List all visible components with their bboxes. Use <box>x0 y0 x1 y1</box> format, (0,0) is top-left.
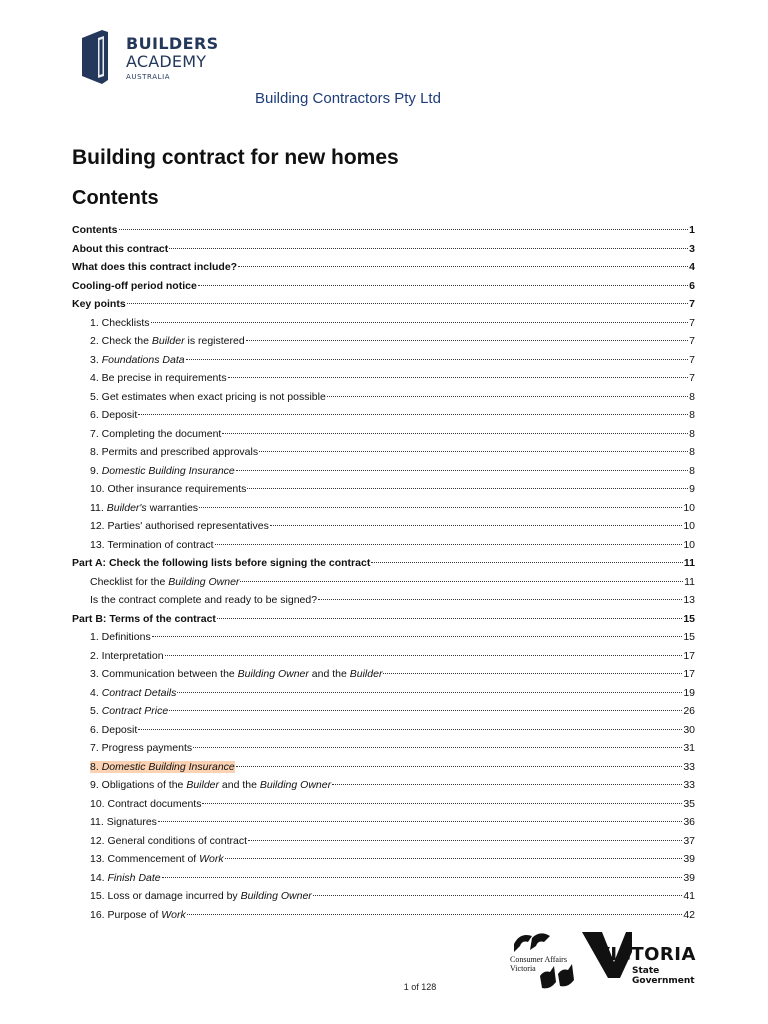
toc-entry-text: Building Owner <box>259 779 332 791</box>
cav-line1: Consumer Affairs <box>510 955 567 964</box>
toc-entry-label <box>90 428 221 440</box>
toc-dot-leader <box>236 470 688 471</box>
toc-entry-text: 7. Progress payments <box>90 742 193 754</box>
toc-entry[interactable] <box>72 687 695 706</box>
shield-logo-icon <box>80 28 110 86</box>
toc-entry[interactable] <box>72 391 695 410</box>
toc-dot-leader <box>202 803 682 804</box>
toc-dot-leader <box>152 636 683 637</box>
toc-entry[interactable] <box>72 594 695 613</box>
toc-entry-text: 4. <box>90 686 102 699</box>
toc-entry[interactable] <box>72 705 695 724</box>
cav-line2: Victoria <box>510 964 536 973</box>
toc-entry-text: 3. <box>90 353 102 366</box>
toc-dot-leader <box>138 729 682 730</box>
toc-page-number: 26 <box>683 705 695 717</box>
toc-entry[interactable] <box>72 668 695 687</box>
toc-entry[interactable] <box>72 372 695 391</box>
logo-line-builders: BUILDERS <box>126 34 219 53</box>
toc-entry-text: 11. Signatures <box>90 816 157 828</box>
toc-page-number: 9 <box>689 483 695 495</box>
toc-entry-text: 3. Communication between the <box>90 668 238 680</box>
toc-entry-text: Building Owner <box>237 668 309 680</box>
toc-entry-label <box>72 224 118 236</box>
toc-entry-label <box>90 446 258 458</box>
toc-entry-text: 1. Checklists <box>90 316 150 329</box>
toc-entry-text: Building Owner <box>240 890 312 902</box>
toc-entry-label <box>90 705 168 717</box>
toc-dot-leader <box>119 229 689 230</box>
toc-entry-text: 11. <box>90 501 107 514</box>
toc-page-number: 7 <box>689 335 695 347</box>
toc-entry-text: 10. Other insurance requirements <box>90 483 247 495</box>
toc-entry-text: 1. Definitions <box>90 631 151 643</box>
toc-page-number: 6 <box>689 279 695 292</box>
toc-entry[interactable] <box>72 465 695 484</box>
toc-entry-label <box>90 798 201 810</box>
toc-entry-label <box>72 557 370 569</box>
toc-entry-text: Contract Details <box>101 686 177 699</box>
toc-entry-label <box>90 372 227 384</box>
toc-entry[interactable] <box>72 650 695 669</box>
toc-page-number: 13 <box>683 594 695 606</box>
toc-entry[interactable] <box>72 409 695 428</box>
toc-entry[interactable] <box>72 724 695 743</box>
toc-page-number: 8 <box>689 464 695 477</box>
toc-entry[interactable] <box>72 909 695 928</box>
document-title: Building contract for new homes <box>72 146 399 169</box>
toc-entry-text: Builder <box>349 668 383 680</box>
toc-entry-text: 9. <box>90 464 102 477</box>
toc-entry[interactable] <box>72 280 695 299</box>
toc-dot-leader <box>177 692 682 693</box>
contents-heading: Contents <box>72 187 159 209</box>
toc-dot-leader <box>225 858 683 859</box>
toc-entry-label <box>72 280 197 292</box>
toc-dot-leader <box>127 303 688 304</box>
toc-page-number: 10 <box>683 520 695 532</box>
toc-dot-leader <box>327 396 688 397</box>
toc-entry-text: 14. <box>90 871 108 884</box>
toc-entry[interactable] <box>72 798 695 817</box>
toc-entry-text: Work <box>161 908 186 921</box>
toc-entry-label <box>72 243 168 255</box>
toc-entry-text: 6. Deposit <box>90 723 138 736</box>
toc-entry-label <box>90 539 214 551</box>
toc-entry[interactable] <box>72 816 695 835</box>
toc-entry-text: Cooling-off period notice <box>72 279 197 292</box>
toc-entry-text: 2. Interpretation <box>90 649 164 662</box>
toc-entry[interactable] <box>72 742 695 761</box>
toc-entry-text: 7. Completing the document <box>90 427 222 440</box>
toc-entry-label <box>90 631 151 643</box>
page-number: 1 of 128 <box>403 982 437 992</box>
toc-dot-leader <box>169 248 688 249</box>
toc-dot-leader <box>186 359 689 360</box>
table-of-contents <box>72 224 695 927</box>
toc-entry-text: Part A: Check the following lists before signing the contract <box>72 557 371 569</box>
toc-entry[interactable] <box>72 335 695 354</box>
toc-entry-label <box>90 483 246 495</box>
toc-dot-leader <box>247 488 688 489</box>
toc-entry-text: 8. <box>90 760 102 773</box>
toc-dot-leader <box>215 544 683 545</box>
toc-page-number: 39 <box>683 853 695 865</box>
toc-entry-label <box>90 835 247 847</box>
toc-entry-text: Builder <box>151 335 185 347</box>
toc-page-number: 39 <box>683 871 695 884</box>
toc-page-number: 8 <box>689 446 695 458</box>
toc-dot-leader <box>138 414 688 415</box>
toc-entry-text: 5. Get estimates when exact pricing is not possible <box>90 390 326 403</box>
toc-page-number: 7 <box>689 316 695 329</box>
toc-entry-label <box>90 779 331 791</box>
company-name: Building Contractors Pty Ltd <box>255 90 441 107</box>
toc-entry[interactable] <box>72 502 695 521</box>
toc-dot-leader <box>270 525 682 526</box>
toc-entry-text: and the <box>308 668 350 680</box>
toc-page-number: 41 <box>683 890 695 902</box>
toc-page-number: 10 <box>683 501 695 514</box>
toc-dot-leader <box>198 285 688 286</box>
toc-entry-text: About this contract <box>72 242 169 255</box>
toc-entry-label <box>90 668 382 680</box>
toc-dot-leader <box>158 821 682 822</box>
toc-dot-leader <box>151 322 689 323</box>
builders-academy-logo <box>72 24 222 94</box>
highlighted-text <box>90 761 235 773</box>
toc-entry-label <box>72 298 126 310</box>
toc-entry-text: Contract Price <box>101 705 169 717</box>
toc-entry-text: 12. General conditions of contract <box>90 834 248 847</box>
toc-entry-label <box>90 650 164 662</box>
toc-entry[interactable] <box>72 557 695 576</box>
toc-dot-leader <box>236 766 683 767</box>
toc-entry-label <box>90 872 161 884</box>
toc-dot-leader <box>162 877 683 878</box>
toc-entry[interactable] <box>72 483 695 502</box>
toc-entry[interactable] <box>72 298 695 317</box>
toc-entry-text: 16. Purpose of <box>90 908 162 921</box>
toc-page-number: 4 <box>689 261 695 273</box>
toc-entry[interactable] <box>72 576 695 595</box>
toc-dot-leader <box>318 599 682 600</box>
toc-page-number: 19 <box>683 686 695 699</box>
toc-entry-text: Part B: Terms of the contract <box>72 612 216 625</box>
toc-entry[interactable] <box>72 835 695 854</box>
toc-entry[interactable] <box>72 354 695 373</box>
toc-page-number: 15 <box>683 612 695 625</box>
toc-dot-leader <box>313 895 683 896</box>
toc-entry-label <box>90 409 137 421</box>
toc-entry-text: 13. Commencement of <box>90 853 200 865</box>
toc-entry-label <box>90 890 312 902</box>
toc-entry-text: Domestic Building Insurance <box>101 464 235 477</box>
toc-page-number: 17 <box>683 668 695 680</box>
toc-entry-label <box>90 687 176 699</box>
toc-entry-label <box>90 594 317 606</box>
toc-entry-text: 9. Obligations of the <box>90 779 187 791</box>
toc-dot-leader <box>222 433 688 434</box>
toc-dot-leader <box>187 914 683 915</box>
toc-entry-label <box>90 465 235 477</box>
toc-entry-text: 8. Permits and prescribed approvals <box>90 446 259 458</box>
toc-entry[interactable] <box>72 261 695 280</box>
toc-page-number: 7 <box>689 372 695 384</box>
toc-entry-text: Foundations Data <box>101 353 185 366</box>
toc-entry-label <box>72 613 216 625</box>
toc-entry[interactable] <box>72 761 695 780</box>
toc-dot-leader <box>193 747 682 748</box>
toc-entry-label <box>90 909 186 921</box>
toc-page-number: 35 <box>683 797 695 810</box>
toc-page-number: 33 <box>683 779 695 791</box>
toc-entry-text: Builder's <box>106 501 147 514</box>
toc-entry-text: Key points <box>72 298 126 310</box>
toc-entry-text: Checklist for the <box>90 575 169 588</box>
toc-entry-label <box>90 761 235 773</box>
toc-entry-label <box>90 335 245 347</box>
toc-page-number: 8 <box>689 427 695 440</box>
toc-entry-text: 4. Be precise in requirements <box>90 372 227 384</box>
toc-entry-text: 5. <box>90 705 102 717</box>
toc-dot-leader <box>199 507 682 508</box>
toc-entry[interactable] <box>72 853 695 872</box>
toc-entry-text: Is the contract complete and ready to be signed? <box>90 594 318 606</box>
toc-entry[interactable] <box>72 631 695 650</box>
toc-dot-leader <box>332 784 682 785</box>
toc-page-number: 8 <box>689 390 695 403</box>
toc-entry-text: Work <box>199 853 224 865</box>
toc-page-number: 11 <box>683 557 695 569</box>
toc-dot-leader <box>217 618 682 619</box>
toc-entry-text: Building Owner <box>168 575 240 588</box>
toc-entry-label <box>90 502 198 514</box>
toc-entry[interactable] <box>72 317 695 336</box>
toc-entry[interactable] <box>72 224 695 243</box>
toc-entry-label <box>72 261 237 273</box>
toc-entry[interactable] <box>72 243 695 262</box>
toc-page-number: 8 <box>689 409 695 421</box>
cav-text <box>510 955 567 973</box>
victoria-wordmark: VICTORIA <box>596 944 696 965</box>
toc-page-number: 11 <box>684 575 695 588</box>
toc-entry-label <box>90 816 157 828</box>
toc-entry-text: 13. Termination of contract <box>90 538 214 551</box>
logo-line-australia: AUSTRALIA <box>126 73 171 81</box>
toc-page-number: 7 <box>689 353 695 366</box>
toc-page-number: 3 <box>689 242 695 255</box>
toc-entry-label <box>90 576 239 588</box>
toc-entry-text: What does this contract include? <box>72 261 238 273</box>
toc-entry-text: warranties <box>146 501 199 514</box>
toc-entry[interactable] <box>72 779 695 798</box>
toc-entry[interactable] <box>72 520 695 539</box>
toc-page-number: 15 <box>683 631 695 643</box>
toc-page-number: 33 <box>683 760 695 773</box>
toc-dot-leader <box>228 377 689 378</box>
toc-entry[interactable] <box>72 446 695 465</box>
toc-entry-text: 15. Loss or damage incurred by <box>90 890 241 902</box>
toc-page-number: 31 <box>683 742 695 754</box>
toc-page-number: 42 <box>683 908 695 921</box>
toc-entry-text: Finish Date <box>107 871 161 884</box>
toc-dot-leader <box>259 451 688 452</box>
toc-page-number: 37 <box>683 834 695 847</box>
toc-entry-text: and the <box>219 779 260 791</box>
toc-entry-label <box>90 317 150 329</box>
toc-dot-leader <box>238 266 688 267</box>
toc-dot-leader <box>383 673 682 674</box>
logo-wordmark <box>126 36 219 81</box>
logo-line-academy: ACADEMY <box>126 52 207 71</box>
toc-entry-label <box>90 742 192 754</box>
state-text: State <box>632 966 660 976</box>
toc-entry-label <box>90 724 137 736</box>
toc-dot-leader <box>371 562 683 563</box>
government-text: Government <box>632 976 695 986</box>
toc-page-number: 1 <box>689 224 695 236</box>
toc-entry-text: 6. Deposit <box>90 409 138 421</box>
toc-entry[interactable] <box>72 890 695 909</box>
toc-dot-leader <box>165 655 683 656</box>
toc-dot-leader <box>240 581 683 582</box>
toc-entry[interactable] <box>72 428 695 447</box>
toc-page-number: 36 <box>683 816 695 828</box>
toc-entry-text: is registered <box>184 335 245 347</box>
toc-entry-label <box>90 853 224 865</box>
toc-entry[interactable] <box>72 872 695 891</box>
toc-entry-text: 12. Parties' authorised representatives <box>90 520 269 532</box>
toc-entry-text: 10. Contract documents <box>90 797 202 810</box>
toc-entry[interactable] <box>72 613 695 632</box>
toc-page-number: 10 <box>683 538 695 551</box>
toc-dot-leader <box>248 840 682 841</box>
toc-entry[interactable] <box>72 539 695 558</box>
toc-entry-label <box>90 520 269 532</box>
toc-dot-leader <box>169 710 682 711</box>
toc-page-number: 30 <box>683 723 695 736</box>
toc-page-number: 17 <box>683 649 695 662</box>
toc-entry-text: Contents <box>72 224 118 236</box>
toc-entry-text: 2. Check the <box>90 335 152 347</box>
toc-entry-label <box>90 391 326 403</box>
toc-entry-label <box>90 354 185 366</box>
toc-page-number: 7 <box>689 298 695 310</box>
toc-entry-text: Domestic Building Insurance <box>101 760 235 773</box>
toc-entry-text: Builder <box>186 779 219 791</box>
toc-dot-leader <box>246 340 688 341</box>
